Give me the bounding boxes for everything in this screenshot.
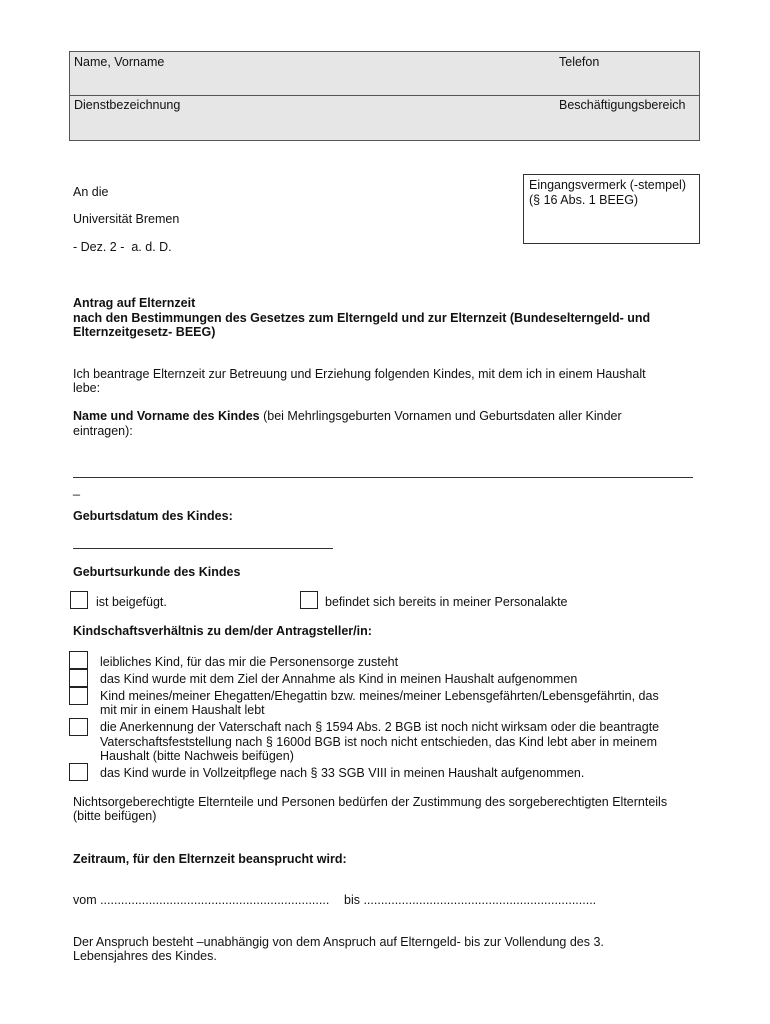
phone-label: Telefon — [559, 55, 600, 69]
birthdate-field[interactable] — [73, 548, 333, 549]
certificate-attached-label: ist beigefügt. — [96, 595, 167, 609]
intro-line-1: Ich beantrage Elternzeit zur Betreuung und Erziehung folgenden Kindes, mit dem ich in einem Haushalt — [73, 367, 646, 381]
relationship-paternity-label-3: Haushalt (bitte Nachweis beifügen) — [100, 749, 294, 763]
relationship-stepchild-label-1: Kind meines/meiner Ehegatten/Ehegattin bzw. meines/meiner Lebensgefährten/Lebensgefährtin, das — [100, 689, 659, 703]
child-name-dash: _ — [73, 482, 80, 496]
child-name-label: Name und Vorname des Kindes — [73, 409, 260, 423]
stamp-line-2: (§ 16 Abs. 1 BEEG) — [529, 193, 639, 207]
relationship-paternity-checkbox[interactable] — [69, 718, 88, 736]
child-name-hint: (bei Mehrlingsgeburten Vornamen und Geburtsdaten aller Kinder — [259, 409, 622, 423]
consent-line-1: Nichtsorgeberechtigte Elternteile und Personen bedürfen der Zustimmung des sorgeberechtigten Elternteils — [73, 795, 668, 809]
relationship-biological-checkbox[interactable] — [69, 651, 88, 669]
consent-line-2: (bitte beifügen) — [73, 809, 157, 823]
certificate-attached-checkbox[interactable] — [70, 591, 88, 609]
period-from-field[interactable]: vom .................................................................. — [73, 893, 330, 907]
address-university: Universität Bremen — [73, 212, 180, 226]
relationship-biological-label: leibliches Kind, für das mir die Personensorge zusteht — [100, 655, 399, 669]
job-title-label: Dienstbezeichnung — [74, 98, 181, 112]
child-name-line-1 — [73, 409, 622, 424]
claim-line-2: Lebensjahres des Kindes. — [73, 949, 217, 963]
relationship-adoption-label: das Kind wurde mit dem Ziel der Annahme als Kind in meinen Haushalt aufgenommen — [100, 672, 578, 686]
name-label: Name, Vorname — [74, 55, 165, 69]
intro-line-2: lebe: — [73, 381, 101, 395]
address-department: - Dez. 2 - a. d. D. — [73, 240, 172, 254]
heading-line-1: Antrag auf Elternzeit — [73, 296, 196, 310]
heading-line-2: nach den Bestimmungen des Gesetzes zum Elterngeld und zur Elternzeit (Bundeselterngeld- und — [73, 311, 651, 325]
birthdate-label: Geburtsdatum des Kindes: — [73, 509, 233, 523]
relationship-adoption-checkbox[interactable] — [69, 669, 88, 687]
relationship-foster-label: das Kind wurde in Vollzeitpflege nach § 33 SGB VIII in meinen Haushalt aufgenommen. — [100, 766, 585, 780]
relationship-stepchild-checkbox[interactable] — [69, 687, 88, 705]
certificate-in-file-checkbox[interactable] — [300, 591, 318, 609]
address-to: An die — [73, 185, 109, 199]
claim-line-1: Der Anspruch besteht –unabhängig von dem Anspruch auf Elterngeld- bis zur Vollendung des 3. — [73, 935, 604, 949]
relationship-paternity-label-2: Vaterschaftsfeststellung nach § 1600d BGB ist noch nicht entschieden, das Kind lebt aber in meinem — [100, 735, 658, 749]
stamp-line-1: Eingangsvermerk (-stempel) — [529, 178, 686, 192]
stamp-box — [523, 174, 700, 244]
relationship-stepchild-label-2: mit mir in einem Haushalt lebt — [100, 703, 265, 717]
relationship-label: Kindschaftsverhältnis zu dem/der Antragsteller/in: — [73, 624, 372, 638]
period-label: Zeitraum, für den Elternzeit beansprucht wird: — [73, 852, 347, 866]
relationship-foster-checkbox[interactable] — [69, 763, 88, 781]
certificate-in-file-label: befindet sich bereits in meiner Personalakte — [325, 595, 568, 609]
relationship-paternity-label-1: die Anerkennung der Vaterschaft nach § 1594 Abs. 2 BGB ist noch nicht wirksam oder die beantragte — [100, 720, 660, 734]
certificate-label: Geburtsurkunde des Kindes — [73, 565, 241, 579]
work-area-label: Beschäftigungsbereich — [559, 98, 686, 112]
heading-line-3: Elternzeitgesetz- BEEG) — [73, 325, 216, 339]
child-name-line-2: eintragen): — [73, 424, 133, 438]
child-name-field[interactable] — [73, 477, 693, 478]
period-to-field[interactable]: bis ................................................................... — [344, 893, 597, 907]
